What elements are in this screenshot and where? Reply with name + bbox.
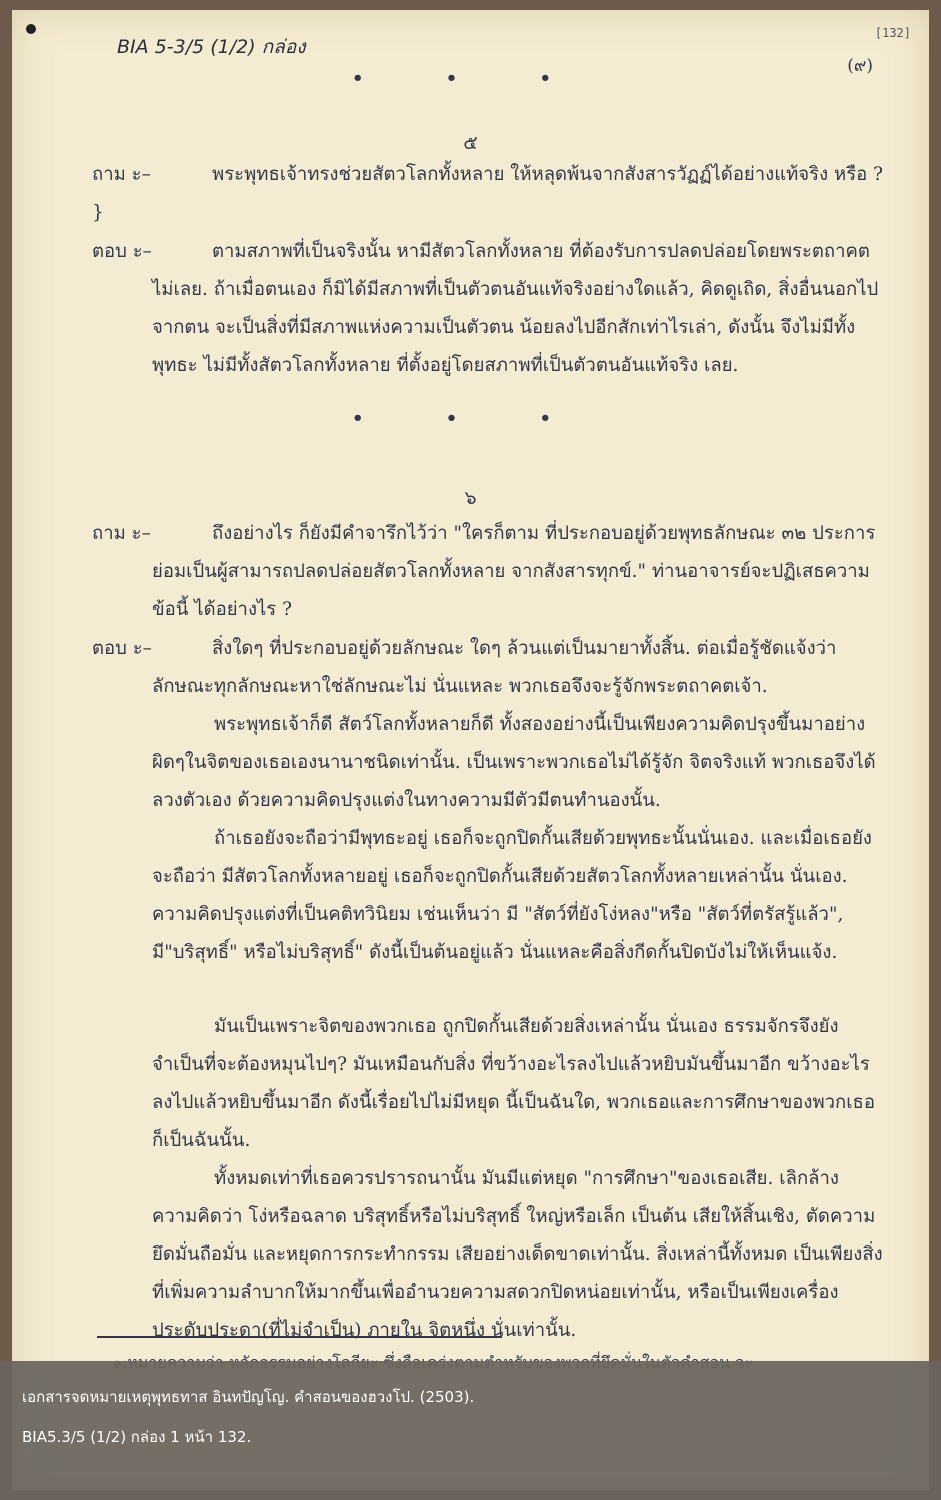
archive-number: [132]: [874, 26, 911, 40]
section-number-6: ๖: [464, 487, 477, 509]
question-label: ถาม ะ–: [92, 164, 151, 185]
answer-5: [92, 233, 889, 385]
answer-label: ตอบ ะ–: [92, 638, 152, 659]
paragraph-text: พระพุทธเจ้าก็ดี สัตว์โลกทั้งหลายก็ดี ทั้งสองอย่างนี้เป็นเพียงความคิดปรุงขึ้นมาอย่างผิดๆในจิตของเธอเองนานาชนิดเท่านั้น. เป็นเพราะพวกเธอไม่ได้รู้จัก จิตจริงแท้ พวกเธอจึงได้ลวงตัวเอง ด้วยความคิดปรุงแต่งในทางความมีตัวมีตนทำนองนั้น.: [152, 714, 876, 811]
section-number-5: ๕: [463, 132, 478, 154]
paragraph-1: [152, 706, 884, 820]
paragraph-4: [152, 1160, 884, 1350]
answer-text: ตามสภาพที่เป็นจริงนั้น หามีสัตวโลกทั้งหลาย ที่ต้องรับการปลดปล่อยโดยพระตถาคต ไม่เลย. ถ้าเมื่อตนเอง ก็มิได้มีสภาพที่เป็นตัวตนอันแท้จริงอย่างใดแล้ว, คิดดูเถิด, สิ่งอื่นนอกไปจากตน จะเป็นสิ่งที่มีสภาพแห่งความเป็นตัวตน น้อยลงไปอีกสักเท่าไรเล่า, ดังนั้น จึงไม่มีทั้งพุทธะ ไม่มีทั้งสัตวโลกทั้งหลาย ที่ตั้งอยู่โดยสภาพที่เป็นตัวตนอันแท้จริง เลย.: [152, 241, 879, 376]
separator-top: • • •: [351, 68, 590, 89]
question-5: ถาม ะ– พระพุทธเจ้าทรงช่วยสัตวโลกทั้งหลาย ให้หลุดพ้นจากสังสารวัฏฏ์ได้อย่างแท้จริง หรือ ? }: [92, 156, 889, 232]
paragraph-text: มันเป็นเพราะจิตของพวกเธอ ถูกปิดกั้นเสียด้วยสิ่งเหล่านั้น นั่นเอง ธรรมจักรจึงยังจำเป็นที่จะต้องหมุนไปๆ? มันเหมือนกับสิ่ง ที่ขว้างอะไรลงไปแล้วหยิบมันขึ้นมาอีก ขว้างอะไรลงไปแล้วหยิบขึ้นมาอีก ดังนี้เรื่อยไปไม่มีหยุด นี้เป็นฉันใด, พวกเธอและการศึกษาของพวกเธอ ก็เป็นฉันนั้น.: [152, 1016, 875, 1151]
caption-reference: BIA5.3/5 (1/2) กล่อง 1 หน้า 132.: [22, 1428, 252, 1446]
punch-mark: [26, 24, 36, 34]
answer-label: ตอบ ะ–: [92, 241, 152, 262]
paragraph-text: ถ้าเธอยังจะถือว่ามีพุทธะอยู่ เธอก็จะถูกปิดกั้นเสียด้วยพุทธะนั้นนั่นเอง. และเมื่อเธอยังจะถือว่า มีสัตวโลกทั้งหลายอยู่ เธอก็จะถูกปิดกั้นเสียด้วยสัตวโลกทั้งหลายเหล่านั้น นั่นเอง. ความคิดปรุงแต่งที่เป็นคติทวินิยม เช่นเห็นว่า มี "สัตว์ที่ยังโง่หลง"หรือ "สัตว์ที่ตรัสรู้แล้ว", มี"บริสุทธิ์" หรือไม่บริสุทธิ์" ดังนี้เป็นต้นอยู่แล้ว นั่นแหละคือสิ่งกีดกั้นปิดบังไม่ให้เห็นแจ้ง.: [152, 828, 872, 963]
footnote-rule: [97, 1336, 502, 1338]
question-text: ถึงอย่างไร ก็ยังมีคำจารึกไว้ว่า "ใครก็ตาม ที่ประกอบอยู่ด้วยพุทธลักษณะ ๓๒ ประการ ย่อมเป็นผู้สามารถปลดปล่อยสัตวโลกทั้งหลาย จากสังสารทุกข์." ท่านอาจารย์จะปฏิเสธความข้อนี้ ได้อย่างไร ?: [152, 523, 876, 620]
answer-text: สิ่งใดๆ ที่ประกอบอยู่ด้วยลักษณะ ใดๆ ล้วนแต่เป็นมายาทั้งสิ้น. ต่อเมื่อรู้ชัดแจ้งว่า ลักษณะทุกลักษณะหาใช่ลักษณะไม่ นั่นแหละ พวกเธอจึงจะรู้จักพระตถาคตเจ้า.: [152, 638, 837, 697]
document-page: [12, 10, 929, 1490]
answer-6: [92, 630, 889, 706]
paragraph-3: [152, 1008, 884, 1160]
paragraph-text: ทั้งหมดเท่าที่เธอควรปรารถนานั้น มันมีแต่หยุด "การศึกษา"ของเธอเสีย. เลิกล้างความคิดว่า โง่หรือฉลาด บริสุทธิ์หรือไม่บริสุทธิ์ ใหญ่หรือเล็ก เป็นต้น เสียให้สิ้นเชิง, ตัดความยึดมั่นถือมั่น และหยุดการกระทำกรรม เสียอย่างเด็ดขาดเท่านั้น. สิ่งเหล่านี้ทั้งหมด เป็นเพียงสิ่งที่เพิ่มความลำบากให้มากขึ้นเพื่ออำนวยความสดวกปิดหน่อยเท่านั้น, หรือเป็นเพียงเครื่องประดับประดา(ที่ไม่จำเป็น) ภายใน จิตหนึ่ง นั่นเท่านั้น.: [152, 1168, 883, 1341]
caption-overlay: [0, 1361, 941, 1500]
question-label: ถาม ะ–: [92, 523, 151, 544]
question-6: [92, 515, 889, 629]
caption-title: เอกสารจดหมายเหตุพุทธทาส อินทปัญโญ. คำสอนของฮวงโป. (2503).: [22, 1388, 475, 1406]
page-number: (๙): [847, 56, 873, 76]
question-text: พระพุทธเจ้าทรงช่วยสัตวโลกทั้งหลาย ให้หลุดพ้นจากสังสารวัฏฏ์ได้อย่างแท้จริง หรือ ?: [212, 164, 884, 185]
paragraph-2: [152, 820, 884, 972]
separator-middle: • • •: [351, 408, 590, 429]
handwritten-reference: BIA 5-3/5 (1/2) กล่อง: [117, 36, 306, 58]
